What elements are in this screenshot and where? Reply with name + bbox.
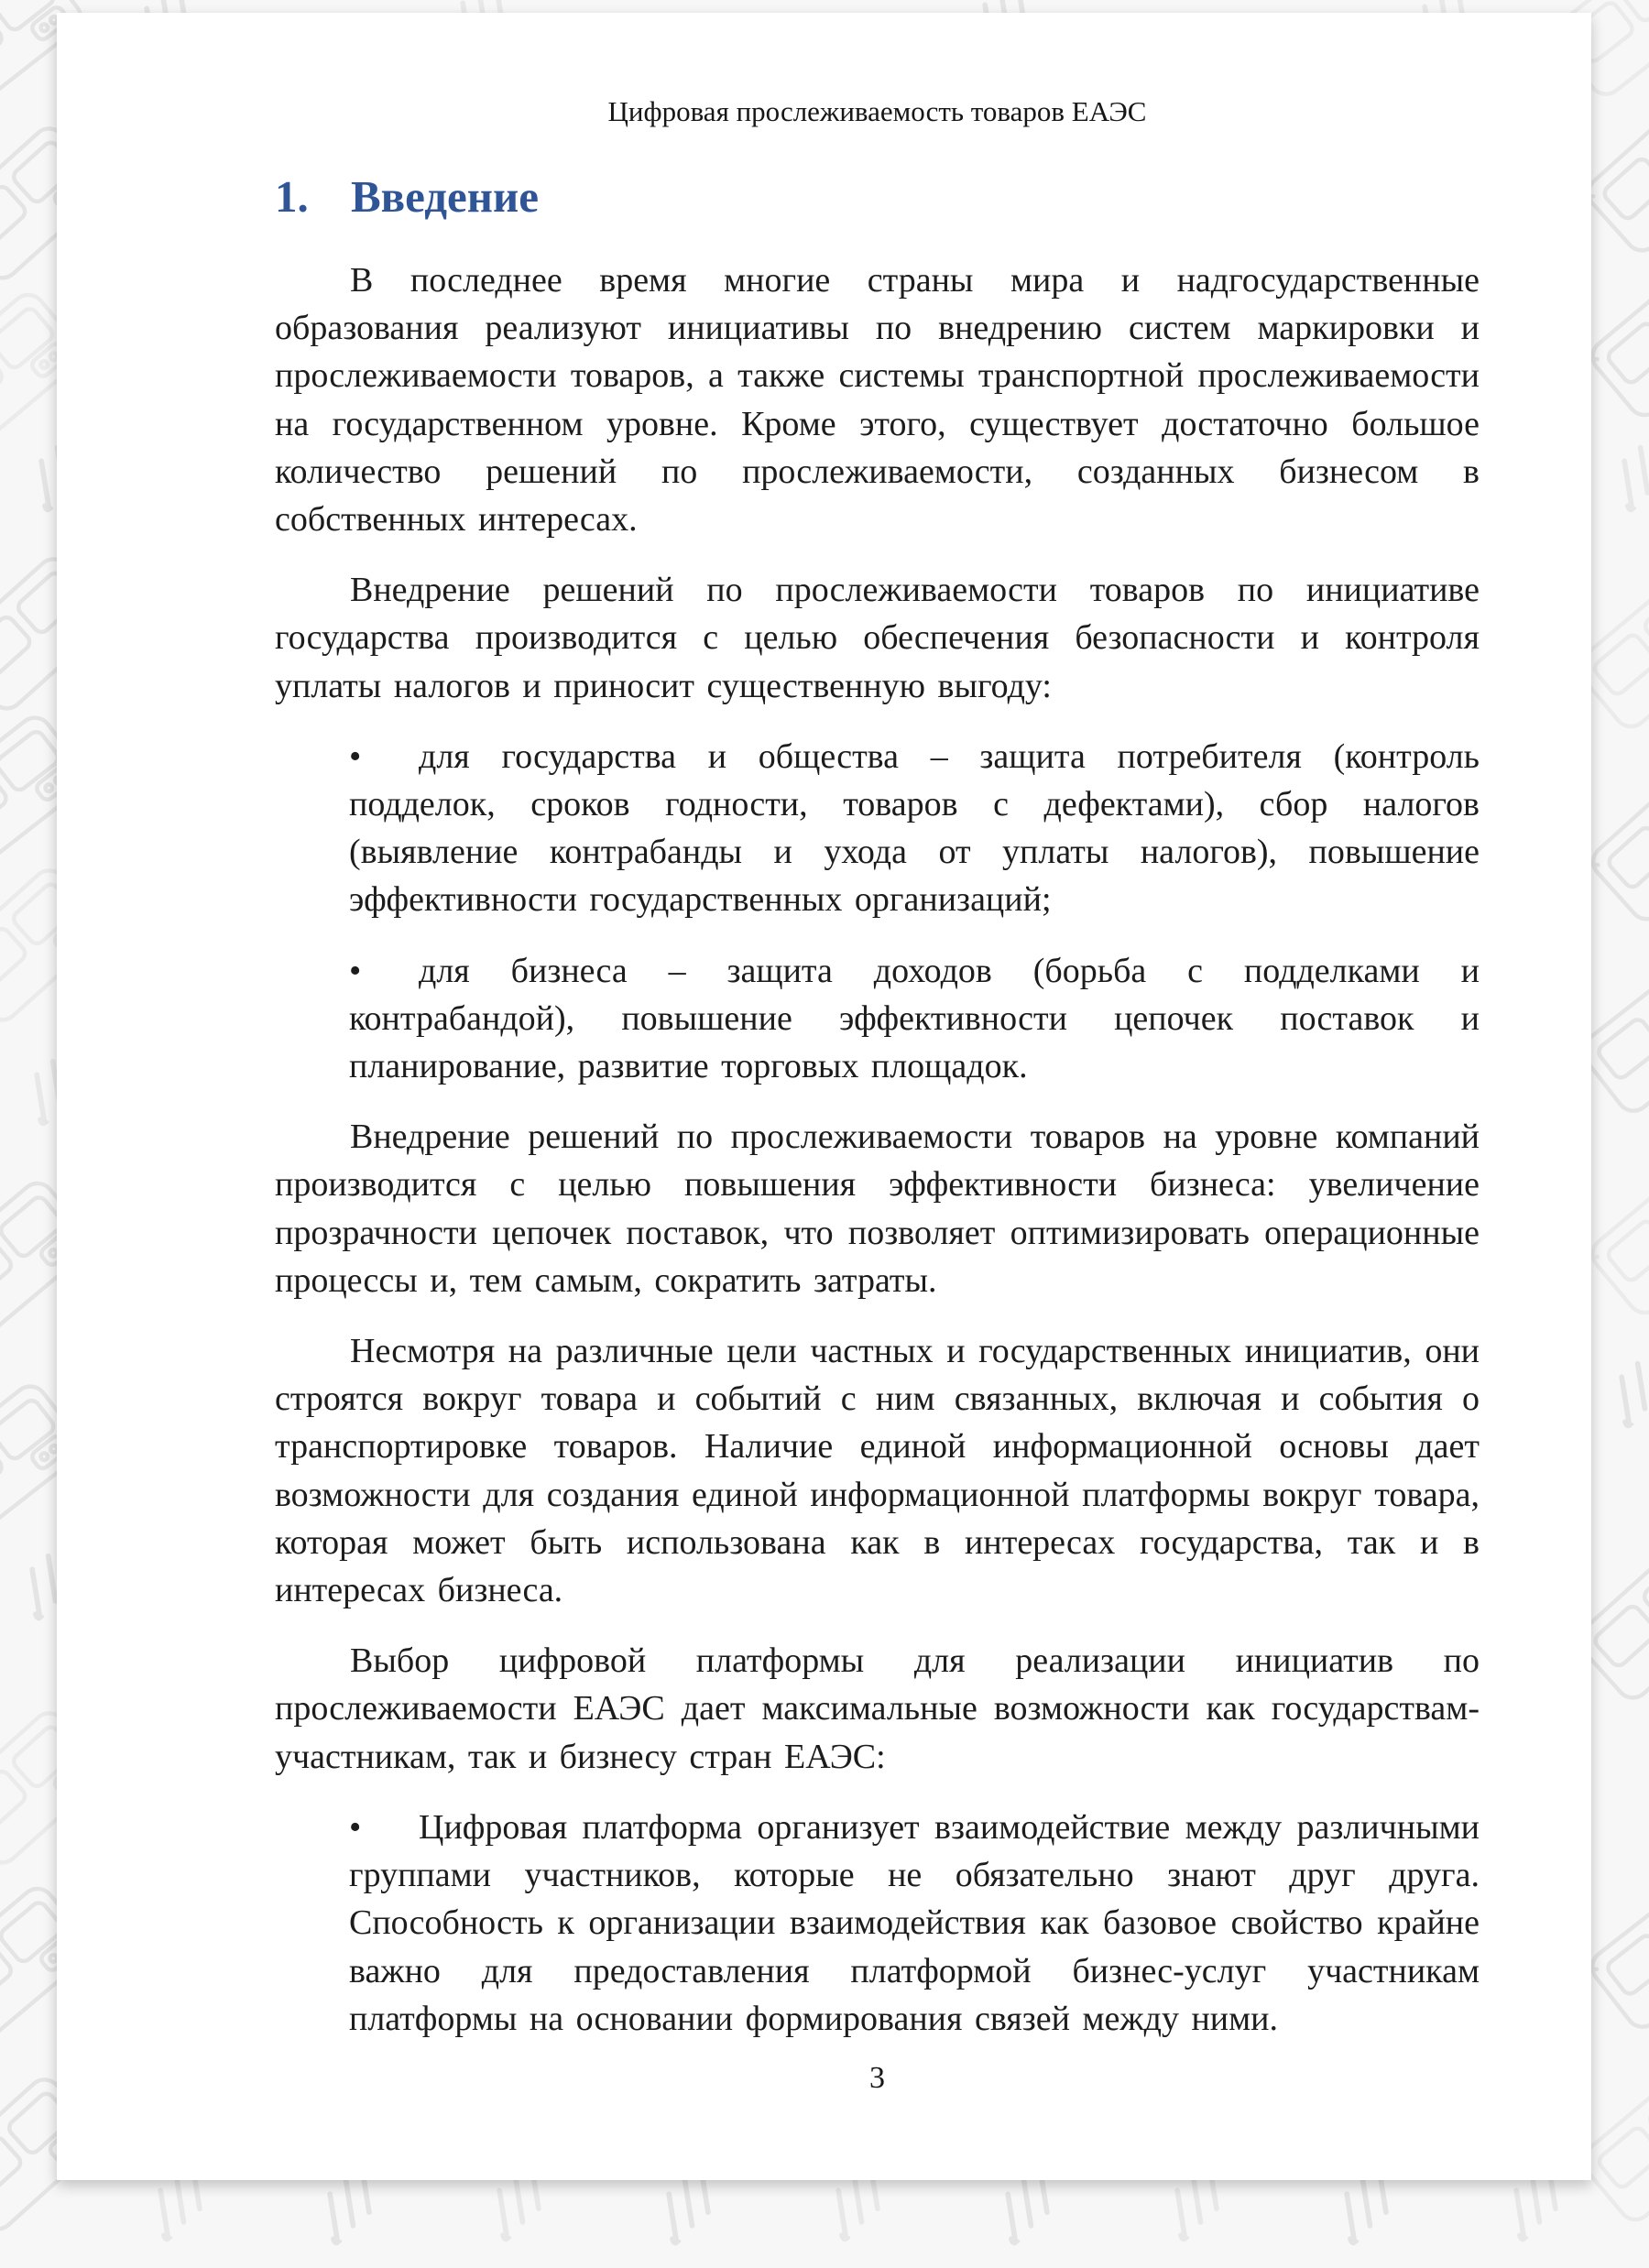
bullet-marker-icon: • bbox=[349, 951, 362, 990]
paragraph: Несмотря на различные цели частных и государственных инициатив, они строятся вокруг товара и событий с ним связанных, включая и события о транспортировке товаров. Наличие единой информационной основы дает возможности для создания единой информационной платформы вокруг товара, которая может быть использована как в интересах государства, так и в интересах бизнеса. bbox=[275, 1332, 1480, 1610]
bullet-item: • Цифровая платформа организует взаимодействие между различными группами участников, которые не обязательно знают друг друга. Способность к организации взаимодействия как базовое свойство крайне важно для предоставления платформой бизнес-услуг участникам платформы на основании формирования связей между ними. bbox=[349, 1804, 1480, 2043]
paragraph: В последнее время многие страны мира и надгосударственные образования реализуют инициативы по внедрению систем маркировки и прослеживаемости товаров, а также системы транспортной прослеживаемости на государственном уровне. Кроме этого, существует достаточно большое количество решений по прослеживаемости, созданных бизнесом в собственных интересах. bbox=[275, 261, 1480, 540]
running-header: Цифровая прослеживаемость товаров ЕАЭС bbox=[607, 95, 1147, 127]
paragraph: Внедрение решений по прослеживаемости товаров на уровне компаний производится с целью повышения эффективности бизнеса: увеличение прозрачности цепочек поставок, что позволяет оптимизировать операционные процессы и, тем самым, сократить затраты. bbox=[275, 1118, 1480, 1300]
paragraph: Внедрение решений по прослеживаемости товаров по инициативе государства производится с целью обеспечения безопасности и контроля уплаты налогов и приносит существенную выгоду: bbox=[275, 571, 1480, 705]
document-body bbox=[275, 256, 1480, 2043]
section-heading bbox=[275, 170, 1480, 224]
paragraph: Выбор цифровой платформы для реализации инициатив по прослеживаемости ЕАЭС дает максимальные возможности как государствам-участникам, так и бизнесу стран ЕАЭС: bbox=[275, 1641, 1480, 1776]
document-page bbox=[57, 13, 1591, 2180]
bullet-marker-icon: • bbox=[349, 736, 362, 776]
heading-title: Введение bbox=[351, 171, 539, 222]
heading-number: 1. bbox=[275, 171, 309, 222]
bullet-marker-icon: • bbox=[349, 1807, 362, 1847]
page-content bbox=[57, 13, 1591, 2043]
bullet-item: • для бизнеса – защита доходов (борьба с подделками и контрабандой), повышение эффективности цепочек поставок и планирование, развитие торговых площадок. bbox=[349, 947, 1480, 1091]
bullet-item: • для государства и общества – защита потребителя (контроль подделок, сроков годности, товаров с дефектами), сбор налогов (выявление контрабанды и ухода от уплаты налогов), повышение эффективности государственных организаций; bbox=[349, 733, 1480, 924]
page-number: 3 bbox=[869, 2061, 885, 2095]
